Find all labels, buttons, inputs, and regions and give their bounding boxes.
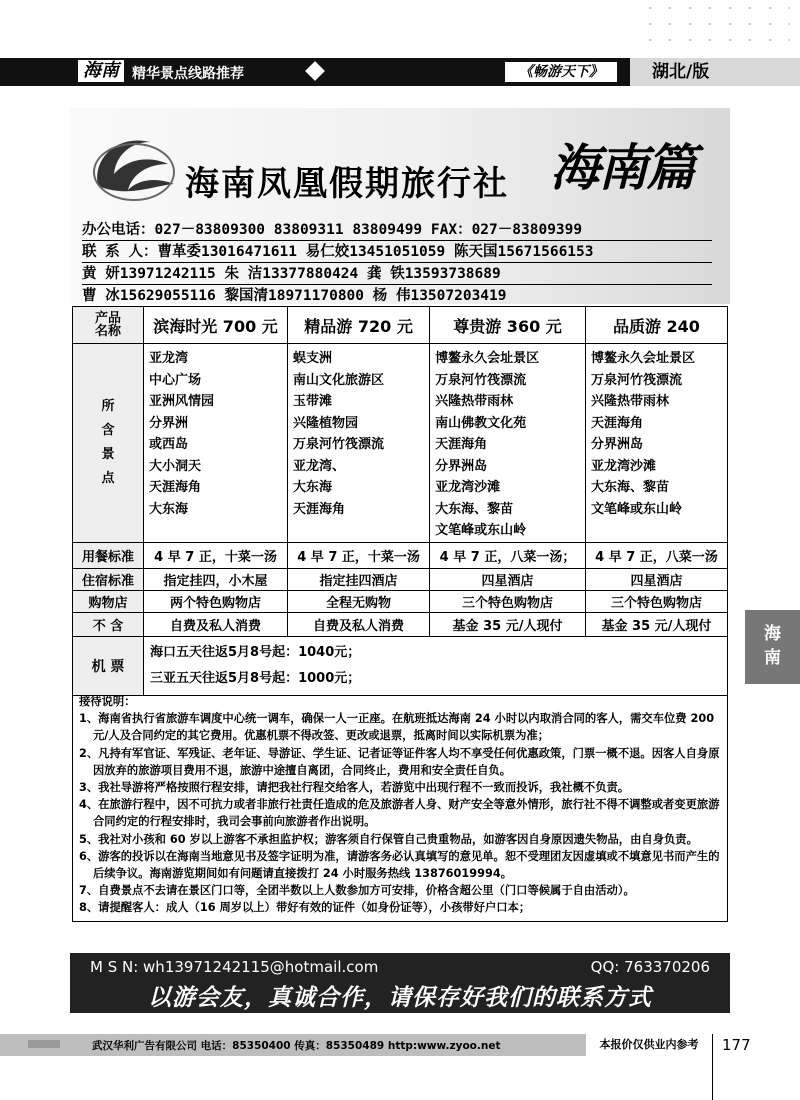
spot-item: 大东海 xyxy=(149,501,189,517)
side-section-tab: 海 南 xyxy=(745,610,800,684)
table-cell: 全程无购物 xyxy=(288,590,430,612)
table-cell: 基金 35 元/人现付 xyxy=(585,612,727,636)
table-cell: 三个特色购物店 xyxy=(430,590,586,612)
spot-item: 天涯海角 xyxy=(149,480,202,495)
table-cell: 4 早 7 正，十菜一汤 xyxy=(288,542,430,568)
spot-item: 南山文化旅游区 xyxy=(293,372,385,388)
spot-item: 亚龙湾沙滩 xyxy=(435,480,501,495)
table-cell: 指定挂四，小木屋 xyxy=(144,568,288,590)
spot-item: 文笔峰或东山岭 xyxy=(590,501,682,517)
spot-item: 博鳌永久会址景区 xyxy=(435,351,540,366)
spot-item: 亚龙湾 xyxy=(149,351,189,366)
table-cell: 三个特色购物店 xyxy=(585,590,727,612)
spot-item: 天涯海角 xyxy=(435,437,488,452)
table-cell: 自费及私人消费 xyxy=(288,612,430,636)
spot-item: 天涯海角 xyxy=(590,415,643,431)
row-label: 购物店 xyxy=(73,590,144,612)
banner-subtitle: 精华景点线路推荐 xyxy=(132,66,244,82)
spot-item: 南山佛教文化苑 xyxy=(435,415,527,431)
spot-item: 文笔峰或东山岭 xyxy=(435,523,527,538)
note-item: 2、凡持有军官证、军残证、老年证、导游证、学生证、记者证等证件客人均不享受任何优惠政策，门票一概不退。因客人自身原因放弃的旅游项目费用不退，旅游中途擅自离团，合同终止，费用和安全责任自负。 xyxy=(79,746,720,777)
row-label: 用餐标准 xyxy=(73,542,144,568)
table-cell: 4 早 7 正，八菜一汤； xyxy=(430,542,586,568)
spot-list xyxy=(288,344,430,543)
table-cell: 4 早 7 正，十菜一汤 xyxy=(144,542,288,568)
spot-item: 兴隆热带雨林 xyxy=(590,394,669,409)
airfare-line: 三亚五天往返5月8号起：1000元； xyxy=(150,670,361,686)
row-label: 不 含 xyxy=(73,612,144,636)
agency-name: 海南凤凰假期旅行社 xyxy=(185,164,509,204)
contact-row-1: 联 系 人：曹革委13016471611 易仁姣13451051059 陈天国15671566153 xyxy=(82,242,712,263)
notes-title: 接待说明： xyxy=(79,695,136,708)
note-item: 4、在旅游行程中，因不可抗力或者非旅行社责任造成的危及旅游者人身、财产安全等意外情形，旅行社不得不调整或者变更旅游合同约定的行程安排时，我司会事前向旅游者作出说明。 xyxy=(79,798,720,829)
spot-item: 分界洲岛 xyxy=(435,458,488,474)
spot-item: 兴隆植物园 xyxy=(293,415,359,431)
airfare-label: 机 票 xyxy=(73,636,144,695)
spot-list xyxy=(430,344,586,543)
spot-item: 大东海、黎苗 xyxy=(590,480,669,495)
spot-item: 或西岛 xyxy=(149,437,189,452)
table-cell: 四星酒店 xyxy=(585,568,727,590)
note-item: 3、我社导游将严格按照行程安排，请把我社行程交给客人，若游览中出现行程不一致而投诉，我社概不负责。 xyxy=(79,781,630,795)
contact-footer xyxy=(70,953,730,1013)
msn-contact: M S N: wh13971242115@hotmail.com xyxy=(90,958,379,976)
note-item: 5、我社对小孩和 60 岁以上游客不承担监护权；游客须自行保管自己贵重物品，如游客因自身原因遗失物品，由自身负责。 xyxy=(79,832,698,846)
note-item: 1、海南省执行省旅游车调度中心统一调车，确保一人一正座。在航班抵达海南 24 小时以内取消合同的客人，需交车位费 200 元/人及合同约定的其它费用。优惠机票不得改签、更改或退票，抵离时间以实际机票为准； xyxy=(79,712,715,743)
edition-label: 湖北/版 xyxy=(630,58,800,86)
spot-item: 亚龙湾沙滩 xyxy=(590,458,656,474)
spot-item: 亚龙湾、 xyxy=(293,458,346,474)
note-item: 8、请提醒客人：成人（16 周岁以上）带好有效的证件（如身份证等），小孩带好户口本； xyxy=(79,901,531,915)
magazine-title: 《畅游天下》 xyxy=(505,62,617,82)
slogan: 以游会友，真诚合作，请保存好我们的联系方式 xyxy=(148,984,652,1011)
spot-item: 分界洲岛 xyxy=(590,437,643,452)
office-phone: 办公电话：027－83809300 83809311 83809499 FAX：027－83809399 xyxy=(82,220,712,241)
corner-header: 产品 名称 xyxy=(73,307,144,344)
spot-item: 蜈支洲 xyxy=(293,351,333,366)
package-table xyxy=(72,306,728,696)
spot-item: 大东海、黎苗 xyxy=(435,501,514,517)
table-cell: 指定挂四酒店 xyxy=(288,568,430,590)
note-item: 7、自费景点不去请在景区门口等，全团半数以上人数参加方可安排，价格含超公里（门口等候属于自由活动）。 xyxy=(79,884,635,898)
spot-list xyxy=(585,344,727,543)
publisher-info: 武汉华利广告有限公司 电话：85350400 传真：85350489 http:www.zyoo.net xyxy=(92,1040,501,1052)
spot-list xyxy=(144,344,288,543)
note-item: 6、游客的投诉以在海南当地意见书及签字证明为准，请游客务必认真填写的意见单。恕不受理团友因虚填或不填意见书而产生的后续争议。海南游览期间如有问题请直接拨打 24 小时服务热线 13876019994。 xyxy=(79,849,720,881)
product-header: 精品游 720 元 xyxy=(288,307,430,344)
advertisement xyxy=(70,108,730,1013)
phoenix-logo-icon xyxy=(88,128,180,202)
product-header: 品质游 240 xyxy=(585,307,727,344)
table-cell: 四星酒店 xyxy=(430,568,586,590)
table-cell: 4 早 7 正，八菜一汤 xyxy=(585,542,727,568)
table-cell: 基金 35 元/人现付 xyxy=(430,612,586,636)
spot-item: 万泉河竹筏漂流 xyxy=(590,372,682,388)
spot-item: 万泉河竹筏漂流 xyxy=(293,437,385,452)
page-number: 177 xyxy=(722,1036,751,1054)
spot-item: 兴隆热带雨林 xyxy=(435,394,514,409)
spot-item: 博鳌永久会址景区 xyxy=(590,351,695,366)
divider xyxy=(712,1034,713,1100)
spot-item: 大小洞天 xyxy=(149,458,202,474)
spot-item: 大东海 xyxy=(293,480,333,495)
airfare-cell xyxy=(144,636,728,695)
reception-notes xyxy=(72,690,728,922)
spot-item: 玉带滩 xyxy=(293,394,333,409)
price-note: 本报价仅供业内参考 xyxy=(586,1034,712,1056)
calligraphy-title: 海南篇 xyxy=(550,138,694,197)
ad-header xyxy=(70,108,730,304)
brand-label: 海南 xyxy=(78,60,124,82)
table-cell: 自费及私人消费 xyxy=(144,612,288,636)
spot-item: 中心广场 xyxy=(149,372,202,388)
spot-item: 万泉河竹筏漂流 xyxy=(435,372,527,388)
spots-label: 所 含 景 点 xyxy=(73,344,144,543)
decorative-dots xyxy=(640,0,790,52)
product-header: 滨海时光 700 元 xyxy=(144,307,288,344)
bottom-decoration xyxy=(28,1040,60,1048)
contact-row-2: 黄 妍13971242115 朱 洁13377880424 龚 铁13593738689 xyxy=(82,264,712,285)
row-label: 住宿标准 xyxy=(73,568,144,590)
qq-contact: QQ: 763370206 xyxy=(590,958,710,976)
spot-item: 亚洲风情园 xyxy=(149,394,215,409)
product-header: 尊贵游 360 元 xyxy=(430,307,586,344)
spot-item: 分界洲 xyxy=(149,415,189,431)
contact-row-3: 曹 冰15629055116 黎国清18971170800 杨 伟13507203419 xyxy=(82,286,712,307)
table-cell: 两个特色购物店 xyxy=(144,590,288,612)
airfare-line: 海口五天往返5月8号起：1040元； xyxy=(150,644,361,660)
spot-item: 天涯海角 xyxy=(293,501,346,517)
